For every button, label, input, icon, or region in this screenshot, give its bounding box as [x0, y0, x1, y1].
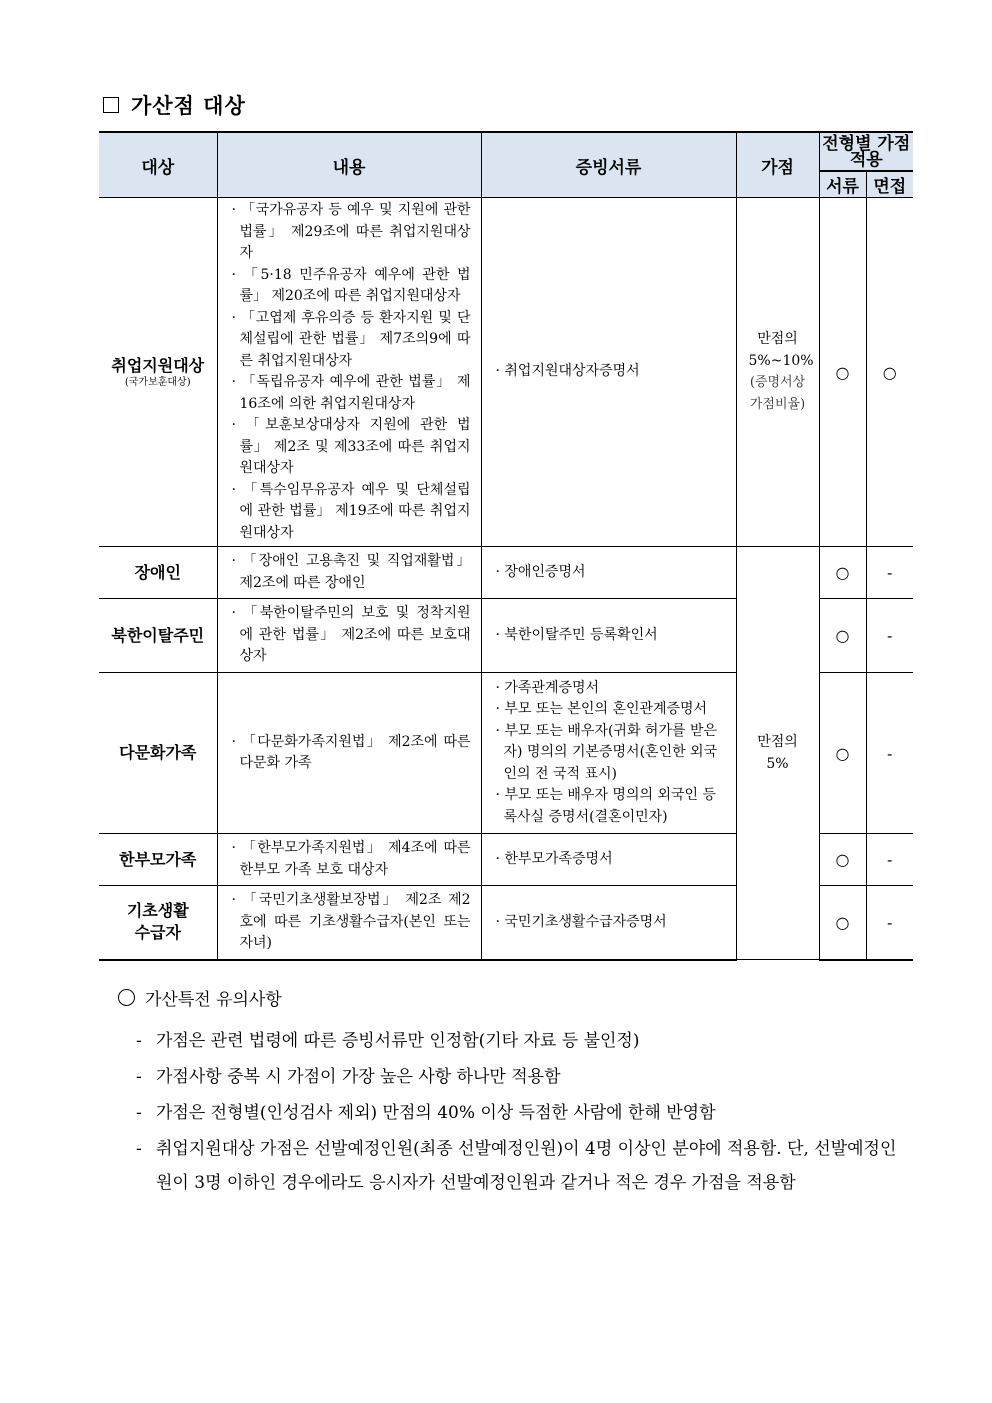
row-target: 한부모가족 [99, 834, 217, 886]
row-docs: · 북한이탈주민 등록확인서 [481, 599, 736, 673]
interview-mark: - [866, 599, 913, 673]
table-row [99, 198, 913, 547]
row-content: · 「국가유공자 등 예우 및 지원에 관한 법률」 제29조에 따른 취업지원대상자 · 「5·18 민주유공자 예우에 관한 법률」 제20조에 따른 취업지원대상자 · 「고엽제 후유의증 등 환자지원 및 단체설립에 관한 법률」 제7조의9에 따른 취업지원대상자 · 「독립유공자 예우에 관한 법률」 제16조에 의한 취업지원대상자 · 「보훈보상대상자 지원에 관한 법률」 제2조 및 제33조에 따른 취업지원대상자 · 「특수임무유공자 예우 및 단체설립에 관한 법률」 제19조에 따른 취업지원대상자 [217, 198, 481, 547]
list-item: - 가점사항 중복 시 가점이 가장 높은 사항 하나만 적용함 [136, 1067, 561, 1087]
doc-mark: ○ [819, 673, 866, 834]
header-apply-interview: 면접 [866, 171, 913, 198]
merged-points: 만점의 5% [736, 547, 819, 960]
row-target: 취업지원대상 (국가보훈대상) [99, 198, 217, 547]
row-docs: · 취업지원대상자증명서 [481, 198, 736, 547]
interview-mark: - [866, 834, 913, 886]
row-content: · 「다문화가족지원법」 제2조에 따른 다문화 가족 [217, 673, 481, 834]
section-title [103, 90, 246, 120]
row-docs: · 한부모가족증명서 [481, 834, 736, 886]
section-title-text: 가산점 대상 [131, 93, 246, 118]
interview-mark: - [866, 673, 913, 834]
header-content: 내용 [217, 132, 481, 198]
doc-mark: ○ [819, 886, 866, 960]
bonus-points-table [99, 131, 913, 961]
row-target: 장애인 [99, 547, 217, 599]
row-docs: · 장애인증명서 [481, 547, 736, 599]
doc-mark: ○ [819, 834, 866, 886]
row-target: 기초생활 수급자 [99, 886, 217, 960]
row-content: · 「장애인 고용촉진 및 직업재활법」 제2조에 따른 장애인 [217, 547, 481, 599]
row-content: · 「국민기초생활보장법」 제2조 제2호에 따른 기초생활수급자(본인 또는 자녀) [217, 886, 481, 960]
header-docs: 증빙서류 [481, 132, 736, 198]
row-target: 다문화가족 [99, 673, 217, 834]
notes-title: 가산특전 유의사항 [145, 990, 282, 1010]
checkbox-square-icon [103, 97, 119, 113]
row-content: · 「한부모가족지원법」 제4조에 따른 한부모 가족 보호 대상자 [217, 834, 481, 886]
header-apply-doc: 서류 [819, 171, 866, 198]
table-row [99, 547, 913, 599]
interview-mark: - [866, 547, 913, 599]
notes-heading [118, 985, 908, 1010]
row-target-note: (국가보훈대상) [124, 377, 191, 388]
notes-list [118, 1024, 908, 1200]
header-apply: 전형별 가점적용 [819, 132, 913, 171]
doc-mark: ○ [819, 547, 866, 599]
header-points: 가점 [736, 132, 819, 198]
row-docs: · 국민기초생활수급자증명서 [481, 886, 736, 960]
doc-mark: ○ [819, 198, 866, 547]
notes-section [118, 985, 908, 1202]
interview-mark: - [866, 886, 913, 960]
list-item: - 가점은 관련 법령에 따른 증빙서류만 인정함(기타 자료 등 불인정) [136, 1031, 640, 1051]
interview-mark: ○ [866, 198, 913, 547]
row-docs: · 가족관계증명서 · 부모 또는 본인의 혼인관계증명서 · 부모 또는 배우자(귀화 허가를 받은 자) 명의의 기본증명서(혼인한 외국인의 전 국적 표시) · 부모 또는 배우자 명의의 외국인 등록사실 증명서(결혼이민자) [481, 673, 736, 834]
doc-mark: ○ [819, 599, 866, 673]
header-target: 대상 [99, 132, 217, 198]
row-points: 만점의 5%~10% (증명서상 가점비율) [736, 198, 819, 547]
row-content: · 「북한이탈주민의 보호 및 정착지원에 관한 법률」 제2조에 따른 보호대상자 [217, 599, 481, 673]
row-target: 북한이탈주민 [99, 599, 217, 673]
row-points-note: (증명서상 가점비율) [749, 375, 806, 412]
list-item: - 가점은 전형별(인성검사 제외) 만점의 40% 이상 득점한 사람에 한해 반영함 [136, 1103, 716, 1123]
list-item: - 취업지원대상 가점은 선발예정인원(최종 선발예정인원)이 4명 이상인 분야에 적용함. 단, 선발예정인원이 3명 이하인 경우에라도 응시자가 선발예정인원과 같거나 적은 경우 가점을 적용함 [136, 1139, 897, 1193]
circle-bullet-icon [118, 989, 135, 1006]
